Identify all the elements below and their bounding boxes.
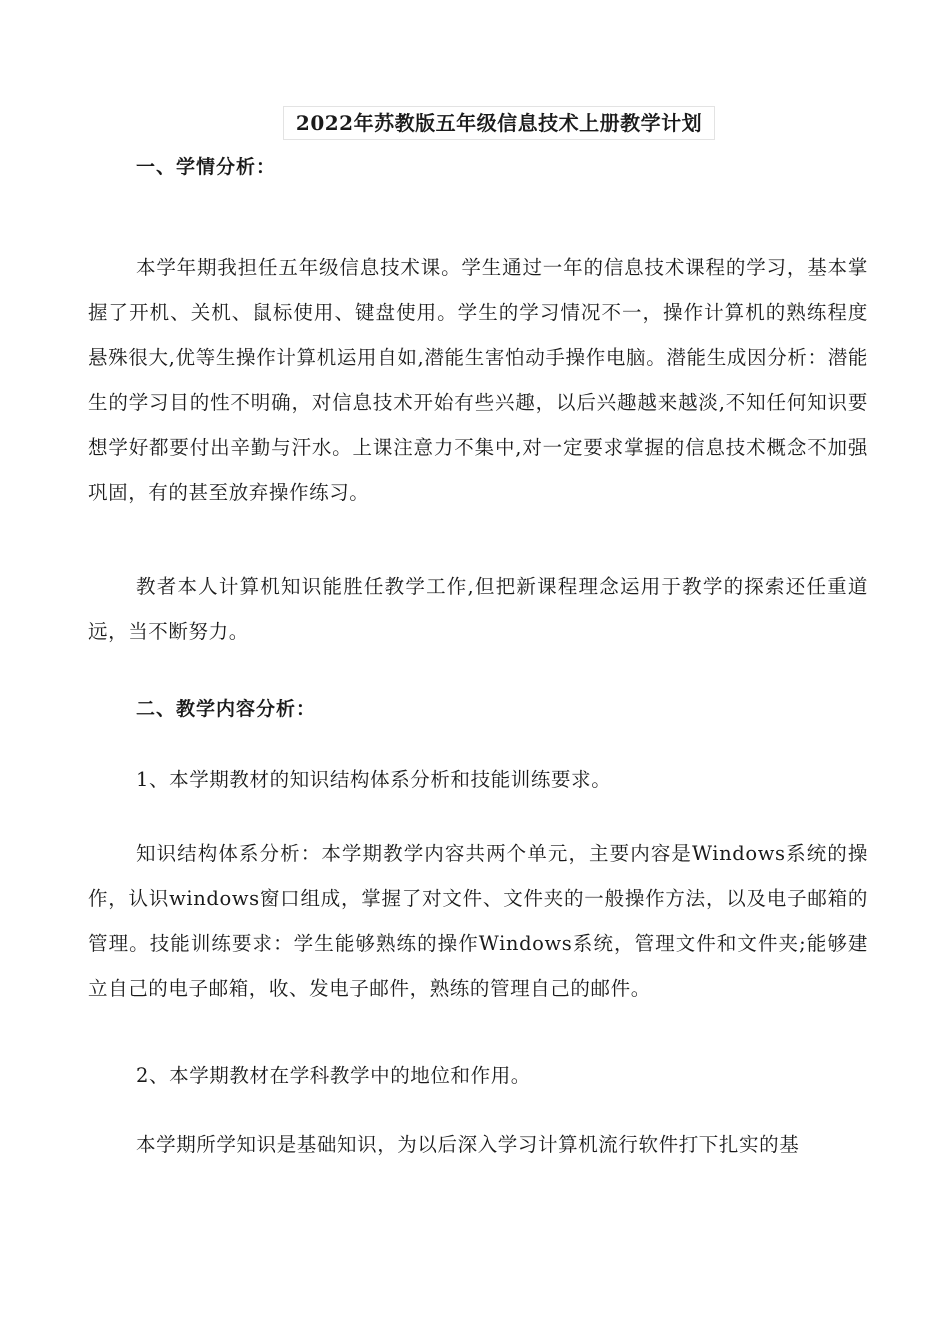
list-item-knowledge-structure: 1、本学期教材的知识结构体系分析和技能训练要求。 [136,768,612,791]
section-heading-content-analysis: 二、教学内容分析： [136,698,317,720]
document-title: 2022年苏教版五年级信息技术上册教学计划 [283,106,715,140]
paragraph-foundation-knowledge: 本学期所学知识是基础知识，为以后深入学习计算机流行软件打下扎实的基 [136,1133,800,1156]
section-heading-student-analysis: 一、学情分析： [136,156,277,178]
list-item-textbook-role: 2、本学期教材在学科教学中的地位和作用。 [136,1064,531,1087]
paragraph-student-situation: 本学年期我担任五年级信息技术课。学生通过一年的信息技术课程的学习，基本掌握了开机、关机、鼠标使用、键盘使用。学生的学习情况不一，操作计算机的熟练程度悬殊很大,优等生操作计算机运用自如,潜能生害怕动手操作电脑。潜能生成因分析：潜能生的学习目的性不明确，对信息技术开始有些兴趣，以后兴趣越来越淡,不知任何知识要想学好都要付出辛勤与汗水。上课注意力不集中,对一定要求掌握的信息技术概念不加强巩固，有的甚至放弃操作练习。 [88,256,868,504]
paragraph-knowledge-structure: 知识结构体系分析：本学期教学内容共两个单元，主要内容是Windows系统的操作，认识windows窗口组成，掌握了对文件、文件夹的一般操作方法，以及电子邮箱的管理。技能训练要求：学生能够熟练的操作Windows系统，管理文件和文件夹;能够建立自己的电子邮箱，收、发电子邮件，熟练的管理自己的邮件。 [88,842,868,1000]
paragraph-teacher-self: 教者本人计算机知识能胜任教学工作,但把新课程理念运用于教学的探索还任重道远，当不断努力。 [88,575,868,643]
